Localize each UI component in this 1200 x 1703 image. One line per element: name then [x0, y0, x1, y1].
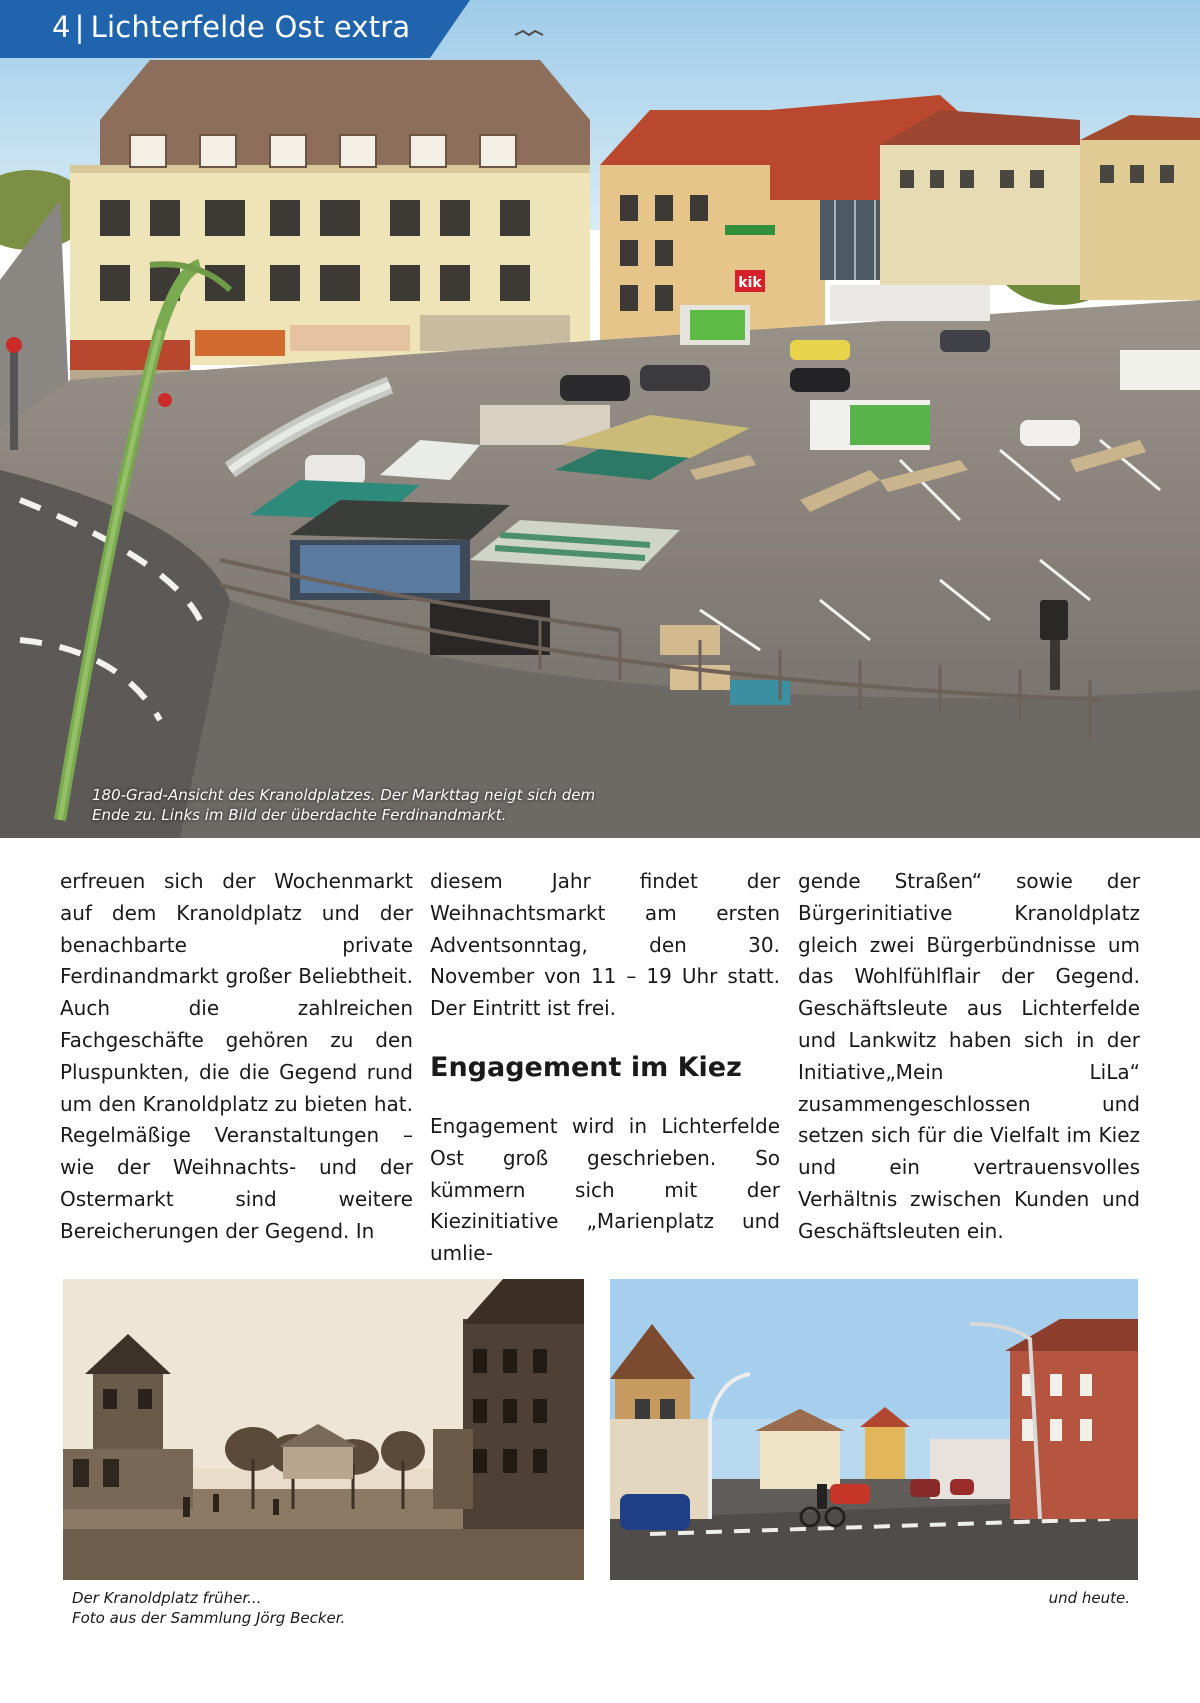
historic-kranoldplatz-image	[63, 1279, 584, 1580]
hero-caption-line2: Ende zu. Links im Bild der überdachte Ferdinandmarkt.	[92, 806, 507, 824]
article-paragraph: gende Straßen“ sowie der Bürgerinitiative Kranoldplatz gleich zwei Bürgerbündnisse um das Wohlfühlflair der Gegend. Geschäftsleute aus Lichterfelde und Lankwitz haben sich in der Initiative„Mein LiLa“ zusammengeschlossen und setzen sich für die Vielfalt im Kiez und ein vertrauensvolles Verhältnis zwischen Kunden und Geschäftsleuten ein.	[798, 869, 1140, 1243]
article-column-1	[60, 866, 413, 1248]
historic-caption-line2: Foto aus der Sammlung Jörg Becker.	[72, 1609, 346, 1627]
kik-sign: kik	[738, 275, 762, 291]
article-paragraph: diesem Jahr findet der Weihnachtsmarkt am ersten Adventsonntag, den 30. November von 11 – 19 Uhr statt. Der Eintritt ist frei.	[430, 869, 780, 1021]
article-paragraph: erfreuen sich der Wochenmarkt auf dem Kranoldplatz und der benachbarte private Ferdinandmarkt großer Beliebtheit. Auch die zahlreichen Fachgeschäfte gehören zu den Pluspunkten, die die Gegend rund um den Kranoldplatz zu bieten hat. Regelmäßige Veranstaltungen – wie der Weihnachts- und der Ostermarkt sind weitere Bereicherungen der Gegend. In	[60, 869, 413, 1243]
hero-caption-line1: 180-Grad-Ansicht des Kranoldplatzes. Der Markttag neigt sich dem	[92, 786, 596, 804]
modern-photo-caption: und heute.	[1048, 1589, 1130, 1607]
historic-caption-line1: Der Kranoldplatz früher...	[72, 1589, 262, 1607]
historic-photo	[63, 1279, 584, 1580]
article-column-3	[798, 866, 1140, 1248]
historic-photo-caption	[72, 1588, 472, 1628]
hero-photo	[0, 0, 1200, 838]
section-title: Lichterfelde Ost extra	[90, 10, 411, 44]
kranoldplatz-panorama-image	[0, 0, 1200, 838]
modern-photo	[610, 1279, 1138, 1580]
section-heading: Engagement im Kiez	[430, 1051, 742, 1083]
hero-caption	[92, 785, 652, 825]
header-banner	[0, 0, 470, 58]
article-paragraph: Engagement wird in Lichterfelde Ost groß geschrieben. So kümmern sich mit der Kiezinitiative „Marienplatz und umlie-	[430, 1113, 780, 1266]
header-separator: |	[74, 10, 85, 44]
header-title	[52, 10, 410, 44]
page-number: 4	[52, 10, 71, 44]
article-column-2	[430, 866, 780, 1270]
modern-kranoldplatz-image	[610, 1279, 1138, 1580]
